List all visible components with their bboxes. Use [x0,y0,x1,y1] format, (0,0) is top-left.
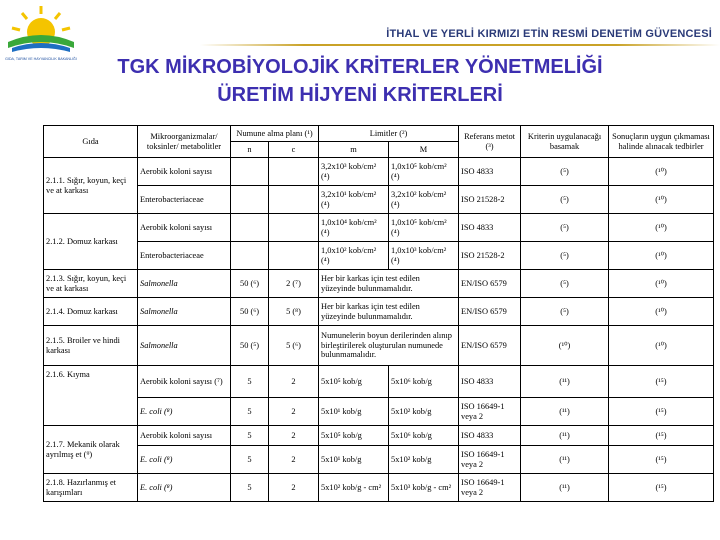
cell-c: 2 [269,426,319,446]
cell-stage: (¹¹) [521,366,609,398]
cell-food: 2.1.5. Broiler ve hindi karkası [44,326,138,366]
cell-n: 5 [231,474,269,502]
cell-ref: ISO 4833 [459,366,521,398]
cell-M: 5x10² kob/g [389,446,459,474]
cell-c: 2 [269,446,319,474]
cell-ref: ISO 4833 [459,426,521,446]
cell-food: 2.1.1. Sığır, koyun, keçi ve at karkası [44,158,138,214]
cell-c [269,158,319,186]
cell-food: 2.1.7. Mekanik olarak ayrılmış et (⁹) [44,426,138,474]
header-title: İTHAL VE YERLİ KIRMIZI ETİN RESMİ DENETİM GÜVENCESİ [386,28,712,40]
table-row [44,426,714,446]
cell-c [269,242,319,270]
header-sampling-plan: Numune alma planı (¹) [231,126,319,142]
header-food: Gıda [44,126,138,158]
cell-M: 3,2x10² kob/cm² (⁴) [389,186,459,214]
cell-stage: (⁵) [521,242,609,270]
cell-action: (¹⁵) [609,426,714,446]
table-row [44,474,714,502]
header-limits: Limitler (²) [319,126,459,142]
header-M: M [389,142,459,158]
table-row [44,366,714,398]
cell-micro: Salmonella [138,326,231,366]
cell-action: (¹⁰) [609,242,714,270]
table-row [44,214,714,242]
cell-micro: Aerobik koloni sayısı (⁷) [138,366,231,398]
cell-M: 1,0x10³ kob/cm² (⁴) [389,242,459,270]
cell-micro: Aerobik koloni sayısı [138,426,231,446]
cell-ref: ISO 4833 [459,158,521,186]
cell-limit-text: Her bir karkas için test edilen yüzeyinde bulunmamalıdır. [319,298,459,326]
cell-action: (¹⁰) [609,298,714,326]
cell-c [269,186,319,214]
cell-ref: EN/ISO 6579 [459,326,521,366]
cell-micro: Enterobacteriaceae [138,186,231,214]
cell-c: 2 [269,398,319,426]
cell-c: 2 (⁷) [269,270,319,298]
cell-ref: EN/ISO 6579 [459,270,521,298]
cell-m: 3,2x10¹ kob/cm² (⁴) [319,186,389,214]
header-c: c [269,142,319,158]
cell-ref: ISO 16649-1 veya 2 [459,474,521,502]
cell-stage: (¹¹) [521,398,609,426]
cell-n: 50 (⁵) [231,326,269,366]
table-row [44,158,714,186]
cell-action: (¹⁰) [609,186,714,214]
cell-ref: ISO 16649-1 veya 2 [459,398,521,426]
cell-m: 5x10⁵ kob/g [319,366,389,398]
cell-action: (¹⁰) [609,158,714,186]
cell-M: 5x10² kob/g [389,398,459,426]
cell-action: (¹⁰) [609,214,714,242]
header-microorganisms: Mikroorganizmalar/ toksinler/ metabolitler [138,126,231,158]
cell-micro: Salmonella [138,270,231,298]
header-n: n [231,142,269,158]
header-stage: Kriterin uygulanacağı basamak [521,126,609,158]
cell-M: 1,0x10⁵ kob/cm² (⁴) [389,158,459,186]
table-row [44,270,714,298]
cell-food: 2.1.8. Hazırlanmış et karışımları [44,474,138,502]
cell-n [231,158,269,186]
cell-stage: (⁵) [521,298,609,326]
cell-action: (¹⁰) [609,270,714,298]
table-row [44,298,714,326]
cell-food: 2.1.2. Domuz karkası [44,214,138,270]
criteria-table [43,125,714,502]
cell-limit-text: Numunelerin boyun derilerinden alınıp birleştirilerek oluşturulan numunede bulunmamalıdır. [319,326,459,366]
cell-stage: (¹¹) [521,474,609,502]
cell-ref: EN/ISO 6579 [459,298,521,326]
page-title: TGK MİKROBİYOLOJİK KRİTERLER YÖNETMELİĞİ [117,56,603,78]
page-subtitle: ÜRETİM HİJYENİ KRİTERLERİ [217,84,503,106]
cell-stage: (¹¹) [521,426,609,446]
cell-c [269,214,319,242]
cell-action: (¹⁰) [609,326,714,366]
cell-limit-text: Her bir karkas için test edilen yüzeyinde bulunmamalıdır. [319,270,459,298]
table-row [44,186,714,214]
cell-ref: ISO 21528-2 [459,186,521,214]
cell-m: 3,2x10³ kob/cm² (⁴) [319,158,389,186]
cell-micro: Aerobik koloni sayısı [138,214,231,242]
cell-stage: (⁵) [521,214,609,242]
cell-n: 50 (⁶) [231,270,269,298]
cell-c: 2 [269,366,319,398]
cell-stage: (⁵) [521,270,609,298]
cell-m: 1,0x10⁴ kob/cm² (⁴) [319,214,389,242]
cell-micro: Salmonella [138,298,231,326]
cell-food: 2.1.3. Sığır, koyun, keçi ve at karkası [44,270,138,298]
cell-micro: Aerobik koloni sayısı [138,158,231,186]
cell-c: 5 (⁸) [269,298,319,326]
cell-n: 5 [231,446,269,474]
header-accent-line [200,44,720,46]
cell-action: (¹⁵) [609,366,714,398]
cell-n [231,214,269,242]
cell-stage: (¹⁰) [521,326,609,366]
cell-micro: E. coli (⁸) [138,398,231,426]
cell-M: 5x10⁶ kob/g [389,426,459,446]
table-row [44,446,714,474]
table-row [44,398,714,426]
cell-micro: E. coli (⁸) [138,474,231,502]
cell-n [231,186,269,214]
logo-caption: GIDA, TARIM VE HAYVANCILIK BAKANLIĞI [5,57,77,61]
cell-stage: (⁵) [521,158,609,186]
cell-n: 5 [231,366,269,398]
cell-micro: Enterobacteriaceae [138,242,231,270]
cell-M: 1,0x10⁵ kob/cm² (⁴) [389,214,459,242]
cell-m: 5x10¹ kob/g [319,398,389,426]
cell-ref: ISO 16649-1 veya 2 [459,446,521,474]
cell-stage: (⁵) [521,186,609,214]
cell-action: (¹⁵) [609,446,714,474]
cell-action: (¹⁵) [609,398,714,426]
header-m: m [319,142,389,158]
cell-M: 5x10⁶ kob/g [389,366,459,398]
cell-n: 50 (⁶) [231,298,269,326]
cell-food: 2.1.4. Domuz karkası [44,298,138,326]
table-row [44,326,714,366]
cell-M: 5x10³ kob/g - cm² [389,474,459,502]
cell-m: 5x10¹ kob/g [319,446,389,474]
cell-ref: ISO 4833 [459,214,521,242]
cell-action: (¹⁵) [609,474,714,502]
table-row [44,242,714,270]
cell-ref: ISO 21528-2 [459,242,521,270]
cell-stage: (¹¹) [521,446,609,474]
cell-n: 5 [231,426,269,446]
cell-n: 5 [231,398,269,426]
cell-m: 1,0x10² kob/cm² (⁴) [319,242,389,270]
cell-c: 5 (⁶) [269,326,319,366]
cell-n [231,242,269,270]
cell-c: 2 [269,474,319,502]
cell-food: 2.1.6. Kıyma [44,366,138,426]
header-reference-method: Referans metot (³) [459,126,521,158]
cell-m: 5x10² kob/g - cm² [319,474,389,502]
cell-m: 5x10⁵ kob/g [319,426,389,446]
cell-micro: E. coli (⁸) [138,446,231,474]
header-action: Sonuçların uygun çıkmaması halinde alınacak tedbirler [609,126,714,158]
